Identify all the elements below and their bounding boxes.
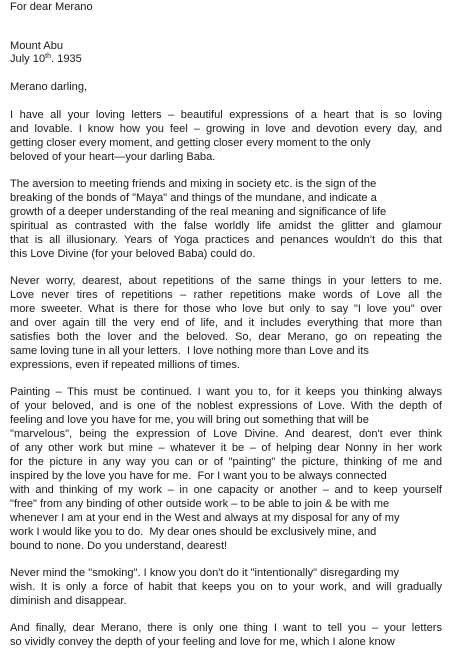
paragraph-1-line-3: getting closer every moment, and getting closer every moment to the only [10, 137, 371, 149]
paragraph-2-line-3: growth of a deeper understanding of the real meaning and significance of life [10, 206, 387, 218]
date [10, 53, 82, 67]
paragraph-4-line-2: of your beloved, and is one of the noblest expressions of Love. With the depth of [10, 400, 442, 412]
paragraph-3-line-5: satisfies both the lover and the beloved. So, dear Merano, go on repeating the [10, 331, 442, 343]
paragraph-4-line-3: feeling and love you have for me, you will bring out something that will be [10, 414, 369, 426]
paragraph-5-line-1: Never mind the "smoking". I know you don't do it "intentionally" disregarding my [10, 567, 400, 579]
paragraph-4-line-12: bound to none. Do you understand, dearest! [10, 540, 228, 552]
paragraph-6-line-1: And finally, dear Merano, there is only one thing I want to tell you – your letters [10, 622, 442, 634]
paragraph-4-line-1: Painting – This must be continued. I want you to, for it keeps you thinking always [10, 386, 442, 398]
place: Mount Abu [10, 40, 64, 52]
paragraph-4-line-4: "marvelous", being the expression of Love Divine. And dearest, don't ever think [10, 428, 442, 440]
paragraph-4-line-11: work I would like you to do. My dear ones should be exclusively mine, and [10, 526, 377, 538]
paragraph-3-line-4: and over again till the very end of life, and it includes everything that more than [10, 317, 442, 329]
paragraph-3-line-7: expressions, even if repeated millions of times. [10, 359, 240, 371]
paragraph-2-line-6: this Love Divine (for your beloved Baba) could do. [10, 248, 256, 260]
paragraph-5-line-2: wish. It is only a force of habit that keeps you on to your work, and will gradually [10, 581, 442, 593]
paragraph-6-line-2: so vividly convey the depth of your feeling and love for me, which I alone know [10, 636, 395, 648]
paragraph-4-line-9: "free" from any binding of other outside work – to be able to join & be with me [10, 498, 390, 510]
paragraph-4-line-8: with and thinking of my work – in one capacity or another – and to keep yourself [10, 484, 442, 496]
paragraph-3-line-1: Never worry, dearest, about repetitions of the same things in your letters to me. [10, 275, 442, 287]
paragraph-4-line-6: for the picture in any way you can or of "painting" the picture, thinking of me and [10, 456, 442, 468]
paragraph-3-line-3: more sweeter. What is there for those who love but only to say "I love you" over [10, 303, 442, 315]
date-year: . 1935 [51, 53, 82, 65]
paragraph-3-line-2: Love never tires of repetitions – rather repetitions make words of Love all the [10, 289, 442, 301]
paragraph-1-line-4: beloved of your heart—your darling Baba. [10, 151, 216, 163]
paragraph-4-line-7: inspired by the love you have for me. For I want you to be always connected [10, 470, 387, 482]
salutation: Merano darling, [10, 81, 88, 93]
paragraph-5-line-3: diminish and disappear. [10, 595, 127, 607]
paragraph-1-line-2: and lovable. I know how you feel – growing in love and devotion every day, and [10, 123, 442, 135]
dedication: For dear Merano [10, 1, 93, 13]
date-suffix: th [45, 53, 51, 60]
paragraph-3-line-6: same loving tune in all your letters. I love nothing more than Love and its [10, 345, 369, 357]
paragraph-4-line-5: of any other work but mine – whatever it be – of helping dear Nonny in her work [10, 442, 442, 454]
paragraph-2-line-2: breaking of the bonds of "Maya" and things of the mundane, and indicate a [10, 192, 377, 204]
paragraph-2-line-5: that is all illusionary. Years of Yoga practices and penances wouldn't do this that [10, 234, 442, 246]
date-month-day: July 10 [10, 53, 46, 65]
paragraph-2-line-4: spiritual as contrasted with the false worldly life amidst the glitter and glamour [10, 220, 442, 232]
paragraph-2-line-1: The aversion to meeting friends and mixing in society etc. is the sign of the [10, 178, 377, 190]
paragraph-4-line-10: whenever I am at your end in the West and always at my disposal for any of my [10, 512, 400, 524]
paragraph-1-line-1: I have all your loving letters – beautiful expressions of a heart that is so loving [10, 109, 442, 121]
